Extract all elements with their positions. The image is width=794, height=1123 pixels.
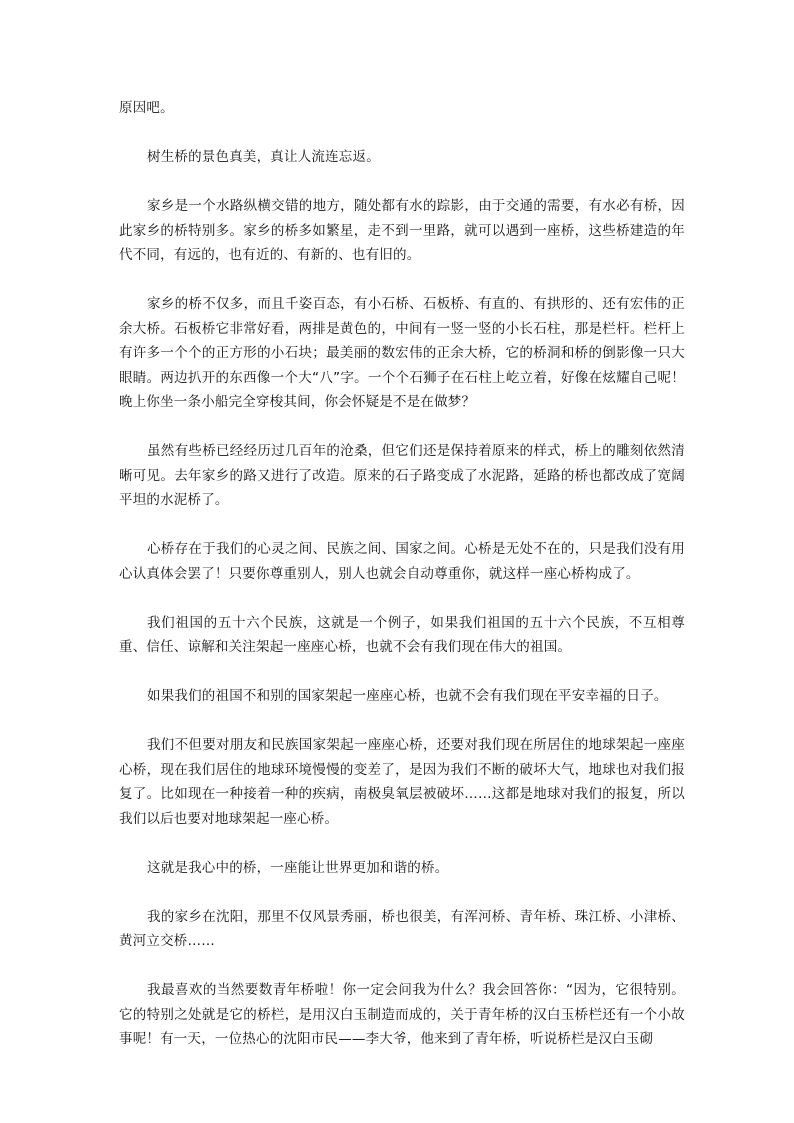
paragraph: 心桥存在于我们的心灵之间、民族之间、国家之间。心桥是无处不在的，只是我们没有用心认真体会罢了！只要你尊重别人，别人也就会自动尊重你，就这样一座心桥构成了。 — [119, 541, 685, 582]
paragraph: 我的家乡在沈阳，那里不仅风景秀丽，桥也很美，有浑河桥、青年桥、珠江桥、小津桥、黄河立交桥…… — [119, 908, 685, 949]
paragraph: 家乡是一个水路纵横交错的地方，随处都有水的踪影，由于交通的需要，有水必有桥，因此家乡的桥特别多。家乡的桥多如繁星，走不到一里路，就可以遇到一座桥，这些桥建造的年代不同，有远的，也有近的、有新的、也有旧的。 — [119, 198, 685, 263]
document-body — [119, 96, 685, 1076]
paragraph: 我们祖国的五十六个民族，这就是一个例子，如果我们祖国的五十六个民族，不互相尊重、信任、谅解和关注架起一座座心桥，也就不会有我们现在伟大的祖国。 — [119, 614, 685, 655]
paragraph: 原因吧。 — [119, 100, 174, 116]
paragraph: 我们不但要对朋友和民族国家架起一座座心桥，还要对我们现在所居住的地球架起一座座心桥，现在我们居住的地球环境慢慢的变差了，是因为我们不断的破坏大气，地球也对我们报复了。比如现在一种接着一种的疾病，南极臭氧层被破坏……这都是地球对我们的报复，所以我们以后也要对地球架起一座心桥。 — [119, 737, 685, 827]
paragraph: 虽然有些桥已经经历过几百年的沧桑，但它们还是保持着原来的样式，桥上的雕刻依然清晰可见。去年家乡的路又进行了改造。原来的石子路变成了水泥路，延路的桥也都改成了宽阔平坦的水泥桥了。 — [119, 443, 685, 508]
paragraph: 如果我们的祖国不和别的国家架起一座座心桥，也就不会有我们现在平安幸福的日子。 — [147, 688, 668, 704]
paragraph: 我最喜欢的当然要数青年桥啦！你一定会问我为什么？我会回答你：“因为，它很特别。它的特别之处就是它的桥栏，是用汉白玉制造而成的，关于青年桥的汉白玉桥栏还有一个小故事呢！有一天，一位热心的沈阳市民——李大爷，他来到了青年桥，听说桥栏是汉白玉砌 — [119, 982, 685, 1047]
paragraph: 树生桥的景色真美，真让人流连忘返。 — [147, 149, 380, 165]
paragraph: 这就是我心中的桥，一座能让世界更加和谐的桥。 — [147, 859, 449, 876]
paragraph: 家乡的桥不仅多，而且千姿百态，有小石桥、石板桥、有直的、有拱形的、还有宏伟的正余大桥。石板桥它非常好看，两排是黄色的，中间有一竖一竖的小长石柱，那是栏杆。栏杆上有许多一个个的正方形的小石块；最美丽的数宏伟的正余大桥，它的桥洞和桥的倒影像一只大眼睛。两边扒开的东西像一个大“八”字。一个个石狮子在石柱上屹立着，好像在炫耀自己呢！晚上你坐一条小船完全穿梭其间，你会怀疑是不是在做梦？ — [119, 296, 685, 410]
